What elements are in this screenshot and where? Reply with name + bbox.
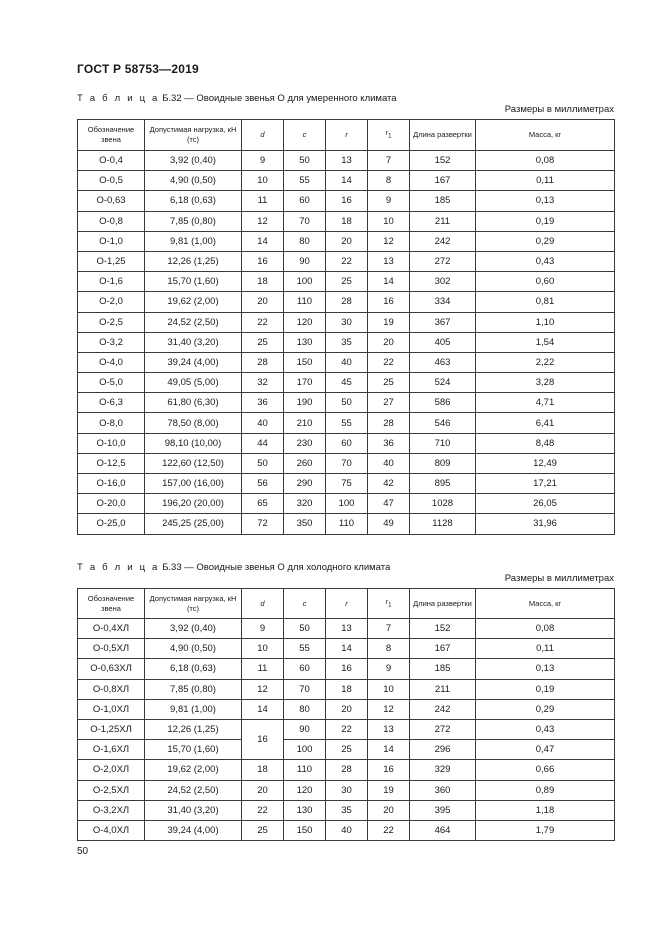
table-cell: 350 bbox=[284, 514, 326, 534]
table-cell: 31,40 (3,20) bbox=[145, 800, 242, 820]
table-cell: 1,18 bbox=[476, 800, 615, 820]
table-cell: 22 bbox=[326, 251, 368, 271]
table-row bbox=[78, 760, 615, 780]
table-cell: 32 bbox=[242, 373, 284, 393]
table-cell: 20 bbox=[368, 332, 410, 352]
header-load: Допустимая нагрузка, кН (тс) bbox=[145, 589, 242, 619]
table-cell: 167 bbox=[410, 639, 476, 659]
table-cell: 36 bbox=[368, 433, 410, 453]
table-cell: 7,85 (0,80) bbox=[145, 211, 242, 231]
table-cell: 28 bbox=[368, 413, 410, 433]
table-cell: 12,49 bbox=[476, 453, 615, 473]
table-cell: 80 bbox=[284, 699, 326, 719]
table-cell: 710 bbox=[410, 433, 476, 453]
table-cell: 9 bbox=[242, 151, 284, 171]
table-cell: 14 bbox=[242, 699, 284, 719]
header-c: c bbox=[284, 120, 326, 151]
table-cell: 12,26 (1,25) bbox=[145, 719, 242, 739]
table-row bbox=[78, 332, 615, 352]
table-cell: 10 bbox=[242, 639, 284, 659]
header-r: r bbox=[326, 120, 368, 151]
table-cell: 19 bbox=[368, 780, 410, 800]
table-cell: 12 bbox=[368, 699, 410, 719]
table-cell: 9 bbox=[368, 191, 410, 211]
table-cell: 25 bbox=[368, 373, 410, 393]
table-row bbox=[78, 171, 615, 191]
table-cell: 196,20 (20,00) bbox=[145, 494, 242, 514]
table-cell: 272 bbox=[410, 719, 476, 739]
table-cell: 13 bbox=[368, 719, 410, 739]
table-cell: О-1,25ХЛ bbox=[78, 719, 145, 739]
table-cell: 0,47 bbox=[476, 740, 615, 760]
table-row bbox=[78, 740, 615, 760]
table-cell: 50 bbox=[326, 393, 368, 413]
table-cell: О-1,0ХЛ bbox=[78, 699, 145, 719]
table-cell: 190 bbox=[284, 393, 326, 413]
table-cell: О-2,0ХЛ bbox=[78, 760, 145, 780]
table-cell: 22 bbox=[326, 719, 368, 739]
table-cell: 0,11 bbox=[476, 171, 615, 191]
table-cell: 157,00 (16,00) bbox=[145, 474, 242, 494]
table-cell: О-8,0 bbox=[78, 413, 145, 433]
table-cell: 290 bbox=[284, 474, 326, 494]
table-cell: 24,52 (2,50) bbox=[145, 780, 242, 800]
table-cell: 13 bbox=[326, 151, 368, 171]
table-cell: 16 bbox=[368, 760, 410, 780]
table-cell: 9,81 (1,00) bbox=[145, 699, 242, 719]
table-cell: 150 bbox=[284, 820, 326, 840]
table-cell: 586 bbox=[410, 393, 476, 413]
table-cell: 60 bbox=[284, 191, 326, 211]
table-cell: 16 bbox=[326, 191, 368, 211]
table-cell: 25 bbox=[326, 740, 368, 760]
table-cell: 329 bbox=[410, 760, 476, 780]
table-cell: О-1,6 bbox=[78, 272, 145, 292]
header-c: c bbox=[284, 589, 326, 619]
table-cell: 4,71 bbox=[476, 393, 615, 413]
table-cell: О-3,2ХЛ bbox=[78, 800, 145, 820]
table-cell: О-4,0 bbox=[78, 352, 145, 372]
table-cell: 0,19 bbox=[476, 211, 615, 231]
header-designation: Обозначение звена bbox=[78, 120, 145, 151]
table-cell: 19,62 (2,00) bbox=[145, 760, 242, 780]
table-cell: 260 bbox=[284, 453, 326, 473]
table-cell: 19 bbox=[368, 312, 410, 332]
table-cell: 3,92 (0,40) bbox=[145, 619, 242, 639]
table-cell: О-3,2 bbox=[78, 332, 145, 352]
table-cell: 42 bbox=[368, 474, 410, 494]
table-cell: 18 bbox=[242, 272, 284, 292]
table-cell: 110 bbox=[284, 292, 326, 312]
table-row bbox=[78, 211, 615, 231]
table-cell: 14 bbox=[368, 272, 410, 292]
table-cell: О-0,4ХЛ bbox=[78, 619, 145, 639]
table-row bbox=[78, 659, 615, 679]
table-cell: 302 bbox=[410, 272, 476, 292]
table-cell: 10 bbox=[242, 171, 284, 191]
table-cell: О-10,0 bbox=[78, 433, 145, 453]
table-row bbox=[78, 352, 615, 372]
table-cell: 56 bbox=[242, 474, 284, 494]
table-row bbox=[78, 312, 615, 332]
table-cell: 6,41 bbox=[476, 413, 615, 433]
table-cell: 22 bbox=[368, 820, 410, 840]
table-cell: О-2,5 bbox=[78, 312, 145, 332]
header-load: Допустимая нагрузка, кН (тс) bbox=[145, 120, 242, 151]
table-cell: О-5,0 bbox=[78, 373, 145, 393]
table-cell: 8,48 bbox=[476, 433, 615, 453]
header-length: Длина развертки bbox=[410, 120, 476, 151]
table-cell: 120 bbox=[284, 780, 326, 800]
table-cell: 50 bbox=[284, 151, 326, 171]
table-cell: О-12,5 bbox=[78, 453, 145, 473]
table-cell: 20 bbox=[326, 699, 368, 719]
table-cell: 110 bbox=[284, 760, 326, 780]
table-cell: 9,81 (1,00) bbox=[145, 231, 242, 251]
table-cell: 6,18 (0,63) bbox=[145, 659, 242, 679]
table-cell: 12 bbox=[368, 231, 410, 251]
table-cell: 7,85 (0,80) bbox=[145, 679, 242, 699]
table-cell: 35 bbox=[326, 800, 368, 820]
table-cell: 16 bbox=[326, 659, 368, 679]
table-cell: 40 bbox=[242, 413, 284, 433]
table-cell: 3,28 bbox=[476, 373, 615, 393]
table-cell: 60 bbox=[326, 433, 368, 453]
table-cell: 40 bbox=[326, 820, 368, 840]
table-row bbox=[78, 292, 615, 312]
table-cell: 13 bbox=[326, 619, 368, 639]
table-cell: 15,70 (1,60) bbox=[145, 272, 242, 292]
table-row bbox=[78, 800, 615, 820]
table-cell: 0,89 bbox=[476, 780, 615, 800]
table-cell: 45 bbox=[326, 373, 368, 393]
table-b32-header-row bbox=[78, 120, 615, 151]
table-cell: О-4,0ХЛ bbox=[78, 820, 145, 840]
header-d: d bbox=[242, 120, 284, 151]
table-cell: 0,13 bbox=[476, 191, 615, 211]
table-cell: 31,40 (3,20) bbox=[145, 332, 242, 352]
table-cell: 130 bbox=[284, 800, 326, 820]
table-cell: 49 bbox=[368, 514, 410, 534]
table-cell: 60 bbox=[284, 659, 326, 679]
table-row bbox=[78, 780, 615, 800]
table-cell: 39,24 (4,00) bbox=[145, 352, 242, 372]
table-cell: 11 bbox=[242, 659, 284, 679]
table-b32-caption-label: Т а б л и ц а bbox=[77, 93, 160, 104]
table-cell: 50 bbox=[242, 453, 284, 473]
table-row bbox=[78, 393, 615, 413]
table-cell: 242 bbox=[410, 231, 476, 251]
table-cell: 14 bbox=[326, 171, 368, 191]
table-cell: 22 bbox=[242, 312, 284, 332]
table-row bbox=[78, 514, 615, 534]
header-length: Длина развертки bbox=[410, 589, 476, 619]
table-cell: 55 bbox=[326, 413, 368, 433]
table-cell: 55 bbox=[284, 639, 326, 659]
header-r1: $r_1$ bbox=[368, 120, 410, 151]
table-cell: 20 bbox=[368, 800, 410, 820]
table-cell: 0,29 bbox=[476, 231, 615, 251]
table-cell: 360 bbox=[410, 780, 476, 800]
table-cell: 11 bbox=[242, 191, 284, 211]
table-cell: 17,21 bbox=[476, 474, 615, 494]
table-cell: О-1,0 bbox=[78, 231, 145, 251]
table-cell: 320 bbox=[284, 494, 326, 514]
table-row bbox=[78, 231, 615, 251]
table-cell: О-0,4 bbox=[78, 151, 145, 171]
table-cell: 30 bbox=[326, 312, 368, 332]
table-cell: 211 bbox=[410, 679, 476, 699]
table-cell: 152 bbox=[410, 151, 476, 171]
table-cell: 14 bbox=[368, 740, 410, 760]
table-cell: 334 bbox=[410, 292, 476, 312]
table-row bbox=[78, 474, 615, 494]
table-cell: 809 bbox=[410, 453, 476, 473]
table-cell: О-2,0 bbox=[78, 292, 145, 312]
table-cell: 296 bbox=[410, 740, 476, 760]
table-cell: 55 bbox=[284, 171, 326, 191]
table-row bbox=[78, 433, 615, 453]
table-cell: 0,19 bbox=[476, 679, 615, 699]
table-cell: 120 bbox=[284, 312, 326, 332]
table-b33-units: Размеры в миллиметрах bbox=[504, 573, 614, 584]
table-cell: 150 bbox=[284, 352, 326, 372]
table-cell: 272 bbox=[410, 251, 476, 271]
table-cell: 18 bbox=[326, 211, 368, 231]
table-cell: 9 bbox=[368, 659, 410, 679]
table-cell: 4,90 (0,50) bbox=[145, 171, 242, 191]
table-cell: 47 bbox=[368, 494, 410, 514]
table-cell: 524 bbox=[410, 373, 476, 393]
table-cell: 4,90 (0,50) bbox=[145, 639, 242, 659]
table-row bbox=[78, 251, 615, 271]
table-cell: 185 bbox=[410, 191, 476, 211]
table-cell: 90 bbox=[284, 719, 326, 739]
table-cell: 395 bbox=[410, 800, 476, 820]
table-cell: 0,81 bbox=[476, 292, 615, 312]
table-cell: 31,96 bbox=[476, 514, 615, 534]
table-cell: 12 bbox=[242, 211, 284, 231]
table-cell: 90 bbox=[284, 251, 326, 271]
table-cell: 70 bbox=[326, 453, 368, 473]
table-cell: 0,60 bbox=[476, 272, 615, 292]
table-cell: 18 bbox=[326, 679, 368, 699]
table-cell: О-0,8ХЛ bbox=[78, 679, 145, 699]
table-cell: 100 bbox=[284, 272, 326, 292]
table-cell: 211 bbox=[410, 211, 476, 231]
table-cell: 70 bbox=[284, 679, 326, 699]
table-b33-caption-label: Т а б л и ц а bbox=[77, 562, 160, 573]
table-cell: 22 bbox=[368, 352, 410, 372]
table-cell: 25 bbox=[242, 332, 284, 352]
table-cell: 16 bbox=[242, 719, 284, 759]
table-row bbox=[78, 151, 615, 171]
table-cell: 24,52 (2,50) bbox=[145, 312, 242, 332]
table-cell: О-1,25 bbox=[78, 251, 145, 271]
table-cell: 12,26 (1,25) bbox=[145, 251, 242, 271]
table-row bbox=[78, 679, 615, 699]
table-cell: 7 bbox=[368, 151, 410, 171]
table-row bbox=[78, 719, 615, 739]
header-d: d bbox=[242, 589, 284, 619]
table-cell: 895 bbox=[410, 474, 476, 494]
table-b33-caption-text: Б.33 — Овоидные звенья О для холодного климата bbox=[162, 562, 391, 573]
table-cell: 13 bbox=[368, 251, 410, 271]
table-cell: 15,70 (1,60) bbox=[145, 740, 242, 760]
table-cell: 185 bbox=[410, 659, 476, 679]
table-cell: О-16,0 bbox=[78, 474, 145, 494]
table-cell: 25 bbox=[242, 820, 284, 840]
table-cell: 35 bbox=[326, 332, 368, 352]
table-cell: 18 bbox=[242, 760, 284, 780]
table-cell: 44 bbox=[242, 433, 284, 453]
table-cell: 110 bbox=[326, 514, 368, 534]
header-mass: Масса, кг bbox=[476, 120, 615, 151]
table-row bbox=[78, 820, 615, 840]
table-cell: 10 bbox=[368, 211, 410, 231]
table-cell: 9 bbox=[242, 619, 284, 639]
table-cell: 49,05 (5,00) bbox=[145, 373, 242, 393]
table-cell: 0,08 bbox=[476, 619, 615, 639]
table-cell: 242 bbox=[410, 699, 476, 719]
table-cell: 28 bbox=[326, 760, 368, 780]
table-row bbox=[78, 272, 615, 292]
table-cell: 20 bbox=[242, 780, 284, 800]
table-cell: 463 bbox=[410, 352, 476, 372]
table-cell: 14 bbox=[326, 639, 368, 659]
table-cell: 78,50 (8,00) bbox=[145, 413, 242, 433]
table-cell: 19,62 (2,00) bbox=[145, 292, 242, 312]
table-cell: 28 bbox=[326, 292, 368, 312]
table-cell: 16 bbox=[242, 251, 284, 271]
page-number: 50 bbox=[77, 846, 89, 857]
table-cell: 20 bbox=[326, 231, 368, 251]
header-mass: Масса, кг bbox=[476, 589, 615, 619]
standard-title: ГОСТ Р 58753—2019 bbox=[77, 62, 199, 76]
table-cell: О-0,8 bbox=[78, 211, 145, 231]
table-cell: 7 bbox=[368, 619, 410, 639]
table-row bbox=[78, 413, 615, 433]
table-cell: 61,80 (6,30) bbox=[145, 393, 242, 413]
table-row bbox=[78, 191, 615, 211]
table-cell: 40 bbox=[326, 352, 368, 372]
table-cell: О-2,5ХЛ bbox=[78, 780, 145, 800]
table-row bbox=[78, 639, 615, 659]
table-cell: 8 bbox=[368, 171, 410, 191]
table-cell: 10 bbox=[368, 679, 410, 699]
header-r1: $r_1$ bbox=[368, 589, 410, 619]
table-cell: 0,43 bbox=[476, 251, 615, 271]
table-cell: О-0,5 bbox=[78, 171, 145, 191]
table-cell: 100 bbox=[284, 740, 326, 760]
table-b32 bbox=[77, 119, 615, 535]
table-cell: 65 bbox=[242, 494, 284, 514]
table-b33-header-row bbox=[78, 589, 615, 619]
table-cell: 167 bbox=[410, 171, 476, 191]
table-cell: 130 bbox=[284, 332, 326, 352]
table-cell: 152 bbox=[410, 619, 476, 639]
table-b32-caption bbox=[77, 93, 397, 104]
table-cell: О-0,63ХЛ bbox=[78, 659, 145, 679]
table-cell: О-6,3 bbox=[78, 393, 145, 413]
table-cell: 464 bbox=[410, 820, 476, 840]
table-cell: 1028 bbox=[410, 494, 476, 514]
header-designation: Обозначение звена bbox=[78, 589, 145, 619]
table-cell: 40 bbox=[368, 453, 410, 473]
table-cell: 72 bbox=[242, 514, 284, 534]
table-cell: 27 bbox=[368, 393, 410, 413]
table-cell: 30 bbox=[326, 780, 368, 800]
table-cell: 98,10 (10,00) bbox=[145, 433, 242, 453]
table-cell: 0,66 bbox=[476, 760, 615, 780]
table-row bbox=[78, 494, 615, 514]
table-cell: О-25,0 bbox=[78, 514, 145, 534]
table-cell: О-0,63 bbox=[78, 191, 145, 211]
table-cell: 100 bbox=[326, 494, 368, 514]
table-cell: 3,92 (0,40) bbox=[145, 151, 242, 171]
table-cell: 12 bbox=[242, 679, 284, 699]
table-cell: 367 bbox=[410, 312, 476, 332]
table-cell: 1,54 bbox=[476, 332, 615, 352]
table-cell: 6,18 (0,63) bbox=[145, 191, 242, 211]
table-cell: 1128 bbox=[410, 514, 476, 534]
table-cell: 26,05 bbox=[476, 494, 615, 514]
table-b33 bbox=[77, 588, 615, 841]
table-row bbox=[78, 453, 615, 473]
table-cell: 25 bbox=[326, 272, 368, 292]
table-cell: 0,29 bbox=[476, 699, 615, 719]
table-cell: О-20,0 bbox=[78, 494, 145, 514]
header-r: r bbox=[326, 589, 368, 619]
table-cell: 245,25 (25,00) bbox=[145, 514, 242, 534]
table-b32-caption-text: Б.32 — Овоидные звенья О для умеренного климата bbox=[162, 93, 397, 104]
table-row bbox=[78, 619, 615, 639]
table-cell: 20 bbox=[242, 292, 284, 312]
table-cell: 0,43 bbox=[476, 719, 615, 739]
table-cell: 70 bbox=[284, 211, 326, 231]
table-cell: 210 bbox=[284, 413, 326, 433]
table-cell: 170 bbox=[284, 373, 326, 393]
table-row bbox=[78, 373, 615, 393]
table-cell: 8 bbox=[368, 639, 410, 659]
table-cell: 405 bbox=[410, 332, 476, 352]
table-cell: 39,24 (4,00) bbox=[145, 820, 242, 840]
table-cell: 1,10 bbox=[476, 312, 615, 332]
table-cell: 1,79 bbox=[476, 820, 615, 840]
table-cell: 2,22 bbox=[476, 352, 615, 372]
table-cell: 22 bbox=[242, 800, 284, 820]
table-cell: О-0,5ХЛ bbox=[78, 639, 145, 659]
table-cell: 16 bbox=[368, 292, 410, 312]
table-b33-caption bbox=[77, 562, 390, 573]
table-row bbox=[78, 699, 615, 719]
table-cell: 36 bbox=[242, 393, 284, 413]
table-cell: 14 bbox=[242, 231, 284, 251]
table-cell: 80 bbox=[284, 231, 326, 251]
table-cell: 28 bbox=[242, 352, 284, 372]
table-cell: 0,08 bbox=[476, 151, 615, 171]
table-cell: 122,60 (12,50) bbox=[145, 453, 242, 473]
table-cell: 0,11 bbox=[476, 639, 615, 659]
table-cell: 546 bbox=[410, 413, 476, 433]
table-cell: О-1,6ХЛ bbox=[78, 740, 145, 760]
table-cell: 50 bbox=[284, 619, 326, 639]
table-cell: 75 bbox=[326, 474, 368, 494]
table-cell: 230 bbox=[284, 433, 326, 453]
table-cell: 0,13 bbox=[476, 659, 615, 679]
table-b32-units: Размеры в миллиметрах bbox=[504, 104, 614, 115]
